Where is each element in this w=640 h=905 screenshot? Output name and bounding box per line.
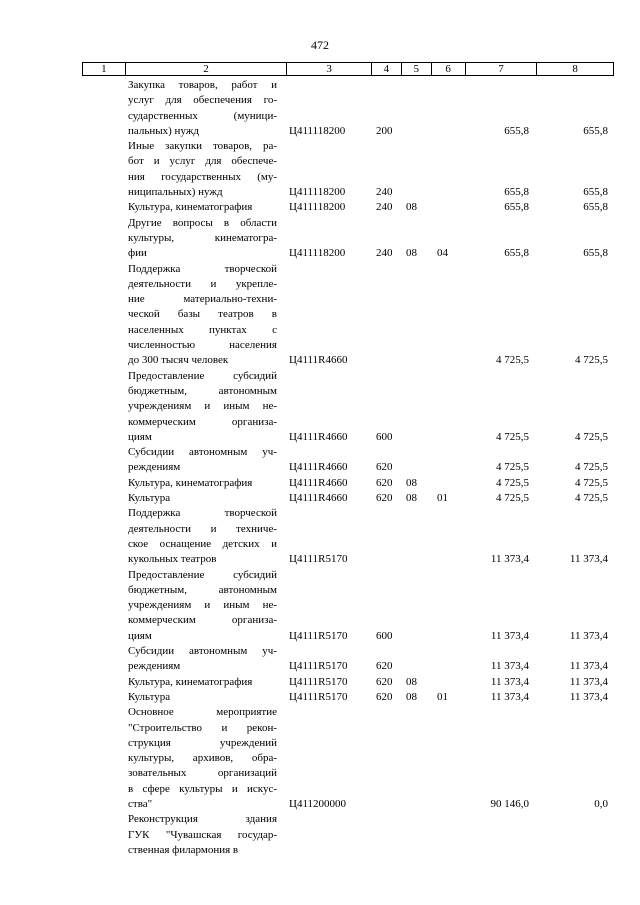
- cell-col4: 620: [376, 675, 393, 688]
- description-line: циям: [128, 629, 152, 642]
- cell-col7: 11 373,4: [490, 553, 529, 566]
- header-col-8: 8: [572, 63, 578, 75]
- description-line: ГУК "Чувашская государ-: [128, 828, 277, 841]
- description-line: Культура: [128, 690, 171, 703]
- description-line: струкция учреждений: [128, 736, 277, 749]
- cell-col7: 4 725,5: [496, 492, 529, 505]
- cell-col7: 655,8: [504, 186, 529, 199]
- table-row: [0, 690, 640, 705]
- cell-col8: 655,8: [583, 124, 608, 137]
- cell-col7: 11 373,4: [490, 629, 529, 642]
- row-description: [128, 369, 277, 445]
- row-description: [128, 690, 277, 705]
- description-line: Поддержка творческой: [128, 262, 277, 275]
- cell-col4: 620: [376, 690, 393, 703]
- cell-col5: 08: [406, 201, 417, 214]
- description-line: Субсидии автономным уч-: [128, 645, 277, 658]
- header-col-5: 5: [402, 63, 432, 75]
- cell-col8: 0,0: [594, 798, 608, 811]
- description-line: Предоставление субсидий: [128, 568, 277, 581]
- description-line: реждениям: [128, 660, 181, 673]
- description-line: деятельности и укрепле-: [128, 277, 277, 290]
- table-row: [0, 491, 640, 506]
- cell-col8: 655,8: [583, 186, 608, 199]
- cell-code: Ц4111R4660: [289, 354, 348, 367]
- cell-col7: 90 146,0: [490, 798, 529, 811]
- cell-code: Ц4111R5170: [289, 675, 348, 688]
- description-line: населенных пунктах с: [128, 323, 277, 336]
- table-row: [0, 506, 640, 567]
- description-line: фии: [128, 247, 147, 260]
- cell-code: Ц4111R4660: [289, 430, 348, 443]
- description-line: Культура: [128, 492, 171, 505]
- description-line: ния государственных (му-: [128, 170, 277, 183]
- cell-code: Ц4111R4660: [289, 461, 348, 474]
- description-line: коммерческим организа-: [128, 415, 277, 428]
- cell-col4: 620: [376, 660, 393, 673]
- header-col-1: 1: [83, 63, 126, 75]
- cell-code: Ц4111R5170: [289, 553, 348, 566]
- description-line: ское оснащение детских и: [128, 537, 277, 550]
- description-line: численностью населения: [128, 339, 277, 352]
- header-col-3: 3: [287, 63, 372, 75]
- description-line: зовательных организаций: [128, 767, 277, 780]
- table-row: [0, 262, 640, 369]
- table-row: [0, 675, 640, 690]
- header-col-2: 2: [126, 63, 287, 75]
- cell-col8: 4 725,5: [575, 430, 608, 443]
- row-description: [128, 491, 277, 506]
- cell-col5: 08: [406, 675, 417, 688]
- table-row: [0, 476, 640, 491]
- description-line: ства": [128, 798, 153, 810]
- cell-col8: 11 373,4: [569, 660, 608, 673]
- cell-col4: 600: [376, 430, 393, 443]
- table-row: [0, 216, 640, 262]
- table-row: [0, 369, 640, 446]
- description-line: культуры, архивов, обра-: [128, 752, 277, 765]
- description-line: Культура, кинематография: [128, 675, 253, 688]
- description-line: Культура, кинематография: [128, 476, 253, 489]
- cell-col6: 04: [437, 247, 448, 260]
- description-line: деятельности и техниче-: [128, 522, 277, 535]
- cell-col7: 11 373,4: [490, 675, 529, 688]
- cell-col7: 4 725,5: [496, 430, 529, 443]
- cell-col7: 11 373,4: [490, 690, 529, 703]
- table-row: [0, 705, 640, 812]
- row-description: [128, 705, 277, 812]
- row-description: [128, 78, 277, 139]
- cell-col8: 4 725,5: [575, 492, 608, 505]
- cell-code: Ц411118200: [289, 124, 346, 137]
- description-line: услуг для обеспечения го-: [128, 94, 277, 107]
- cell-col8: 4 725,5: [575, 476, 608, 489]
- header-col-7: 7: [466, 63, 538, 75]
- row-description: [128, 216, 277, 262]
- description-line: Основное мероприятие: [128, 706, 277, 719]
- row-description: [128, 445, 277, 476]
- cell-col7: 4 725,5: [496, 354, 529, 367]
- description-line: Закупка товаров, работ и: [128, 79, 277, 91]
- row-description: [128, 568, 277, 644]
- description-line: Другие вопросы в области: [128, 216, 277, 229]
- cell-col8: 11 373,4: [569, 675, 608, 688]
- cell-col7: 655,8: [504, 124, 529, 137]
- cell-col8: 11 373,4: [569, 629, 608, 642]
- cell-col4: 620: [376, 476, 393, 489]
- table-row: [0, 200, 640, 215]
- row-description: [128, 262, 277, 369]
- description-line: бюджетным, автономным: [128, 583, 277, 596]
- cell-code: Ц411118200: [289, 247, 346, 260]
- row-description: [128, 476, 277, 491]
- cell-code: Ц4111R4660: [289, 476, 348, 489]
- cell-col4: 240: [376, 186, 393, 199]
- description-line: до 300 тысяч человек: [128, 354, 229, 367]
- table-row: [0, 644, 640, 675]
- cell-col5: 08: [406, 690, 417, 703]
- description-line: коммерческим организа-: [128, 614, 277, 627]
- description-line: реждениям: [128, 461, 181, 474]
- cell-code: Ц4111R5170: [289, 690, 348, 703]
- cell-col4: 200: [376, 124, 393, 137]
- page-number: 472: [311, 38, 329, 52]
- row-description: [128, 506, 277, 567]
- cell-col7: 4 725,5: [496, 461, 529, 474]
- cell-col7: 4 725,5: [496, 476, 529, 489]
- description-line: кукольных театров: [128, 553, 217, 566]
- row-description: [128, 139, 277, 200]
- cell-code: Ц411200000: [289, 798, 347, 811]
- description-line: сударственных (муници-: [128, 109, 277, 122]
- table-header: [82, 62, 614, 76]
- cell-col4: 240: [376, 247, 393, 260]
- cell-col7: 655,8: [504, 247, 529, 260]
- cell-col8: 4 725,5: [575, 354, 608, 367]
- table-body: [0, 78, 640, 858]
- row-description: [128, 812, 277, 858]
- description-line: учреждениям и иным не-: [128, 599, 277, 612]
- description-line: бюджетным, автономным: [128, 384, 277, 397]
- cell-code: Ц4111R5170: [289, 629, 348, 642]
- cell-col8: 4 725,5: [575, 461, 608, 474]
- row-description: [128, 200, 277, 215]
- description-line: в сфере культуры и искус-: [128, 782, 277, 795]
- description-line: пальных) нужд: [128, 124, 200, 137]
- description-line: ственная филармония в: [128, 843, 239, 856]
- cell-col4: 240: [376, 201, 393, 214]
- description-line: культуры, кинематогра-: [128, 231, 277, 244]
- description-line: ниципальных) нужд: [128, 186, 223, 199]
- cell-col5: 08: [406, 492, 417, 505]
- table-row: [0, 78, 640, 139]
- cell-code: Ц411118200: [289, 186, 346, 199]
- cell-col4: 620: [376, 492, 393, 505]
- table-row: [0, 445, 640, 476]
- table-row: [0, 568, 640, 645]
- description-line: Предоставление субсидий: [128, 369, 277, 382]
- cell-col5: 08: [406, 476, 417, 489]
- description-line: Поддержка творческой: [128, 507, 277, 520]
- table-row: [0, 812, 640, 858]
- description-line: Субсидии автономным уч-: [128, 446, 277, 459]
- cell-code: Ц4111R4660: [289, 492, 348, 505]
- header-col-6: 6: [432, 63, 466, 75]
- cell-col8: 655,8: [583, 201, 608, 214]
- cell-col7: 655,8: [504, 201, 529, 214]
- description-line: Иные закупки товаров, ра-: [128, 140, 277, 153]
- description-line: Реконструкция здания: [128, 813, 277, 826]
- description-line: "Строительство и рекон-: [128, 721, 277, 734]
- cell-code: Ц4111R5170: [289, 660, 348, 673]
- row-description: [128, 644, 277, 675]
- table-row: [0, 139, 640, 200]
- description-line: циям: [128, 430, 152, 443]
- cell-col5: 08: [406, 247, 417, 260]
- cell-col8: 11 373,4: [569, 553, 608, 566]
- description-line: ческой базы театров в: [128, 308, 277, 321]
- cell-col8: 655,8: [583, 247, 608, 260]
- cell-code: Ц411118200: [289, 201, 346, 214]
- description-line: Культура, кинематография: [128, 201, 253, 214]
- description-line: бот и услуг для обеспече-: [128, 155, 277, 168]
- cell-col6: 01: [437, 492, 448, 505]
- row-description: [128, 675, 277, 690]
- cell-col8: 11 373,4: [569, 690, 608, 703]
- cell-col6: 01: [437, 690, 448, 703]
- header-col-4: 4: [372, 63, 402, 75]
- description-line: учреждениям и иным не-: [128, 400, 277, 413]
- cell-col4: 600: [376, 629, 393, 642]
- description-line: ние материально-техни-: [128, 293, 277, 306]
- cell-col7: 11 373,4: [490, 660, 529, 673]
- cell-col4: 620: [376, 461, 393, 474]
